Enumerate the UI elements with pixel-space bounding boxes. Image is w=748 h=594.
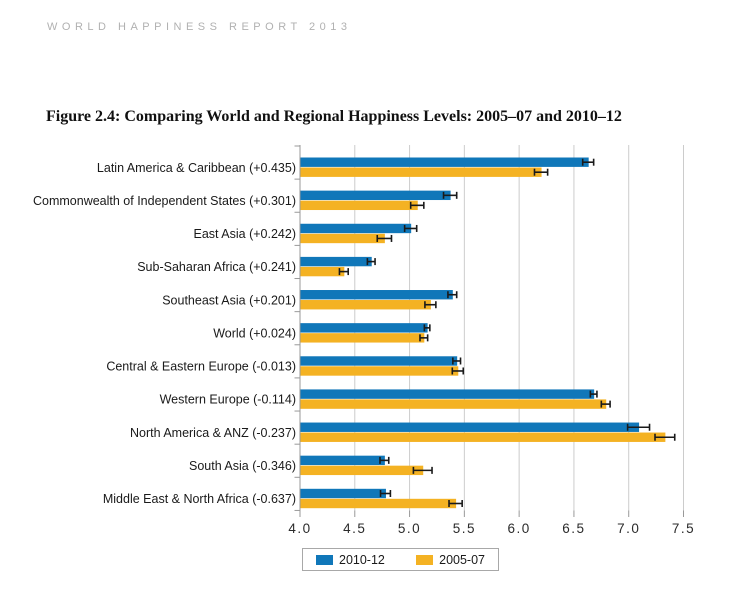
legend-swatch-2010-12 — [316, 555, 333, 565]
bar-2005-07 — [301, 201, 418, 210]
bar-2010-12 — [301, 456, 385, 465]
category-label: Central & Eastern Europe (-0.013) — [106, 359, 296, 374]
x-tick-label: 6.5 — [562, 521, 586, 536]
bar-2005-07 — [301, 399, 607, 408]
bar-2005-07 — [301, 168, 542, 177]
bar-2010-12 — [301, 158, 589, 167]
legend-swatch-2005-07 — [416, 555, 433, 565]
x-tick-label: 4.5 — [343, 521, 367, 536]
category-label: North America & ANZ (-0.237) — [129, 425, 296, 440]
legend-label-2005-07: 2005-07 — [439, 552, 485, 567]
category-label: Commonwealth of Independent States (+0.301) — [32, 193, 296, 208]
x-tick-label: 6.0 — [507, 521, 531, 536]
bar-2005-07 — [301, 366, 459, 375]
bar-2005-07 — [301, 267, 345, 276]
category-label: Western Europe (-0.114) — [159, 392, 296, 407]
bar-2005-07 — [301, 234, 385, 243]
bar-2005-07 — [301, 333, 425, 342]
bar-2005-07 — [301, 466, 424, 475]
bar-2005-07 — [301, 499, 457, 508]
bar-2010-12 — [301, 423, 640, 432]
legend-item-2010-12 — [316, 553, 385, 567]
x-tick-label: 7.0 — [617, 521, 641, 536]
bar-2005-07 — [301, 300, 431, 309]
x-tick-label: 4.0 — [288, 521, 312, 536]
report-header: WORLD HAPPINESS REPORT 2013 — [47, 21, 352, 33]
bar-2005-07 — [301, 433, 666, 442]
bar-2010-12 — [301, 224, 412, 233]
category-label: Southeast Asia (+0.201) — [162, 293, 296, 308]
x-tick-label: 5.0 — [397, 521, 422, 536]
bar-2010-12 — [301, 290, 453, 299]
figure-title: Figure 2.4: Comparing World and Regional Happiness Levels: 2005–07 and 2010–12 — [46, 108, 622, 125]
bar-2010-12 — [301, 389, 595, 398]
legend — [302, 548, 499, 571]
category-label: Latin America & Caribbean (+0.435) — [96, 160, 296, 175]
category-label: East Asia (+0.242) — [193, 227, 296, 242]
legend-label-2010-12: 2010-12 — [339, 552, 385, 567]
bar-2010-12 — [301, 489, 386, 498]
category-label: South Asia (-0.346) — [188, 458, 296, 473]
bar-2010-12 — [301, 191, 451, 200]
category-label: World (+0.024) — [213, 326, 296, 341]
category-label: Middle East & North Africa (-0.637) — [102, 492, 296, 507]
bar-2010-12 — [301, 323, 428, 332]
category-label: Sub-Saharan Africa (+0.241) — [137, 260, 296, 275]
legend-item-2005-07 — [416, 553, 485, 567]
x-tick-label: 5.5 — [452, 521, 476, 536]
x-tick-label: 7.5 — [671, 521, 696, 536]
bar-2010-12 — [301, 257, 372, 266]
bar-2010-12 — [301, 356, 458, 365]
